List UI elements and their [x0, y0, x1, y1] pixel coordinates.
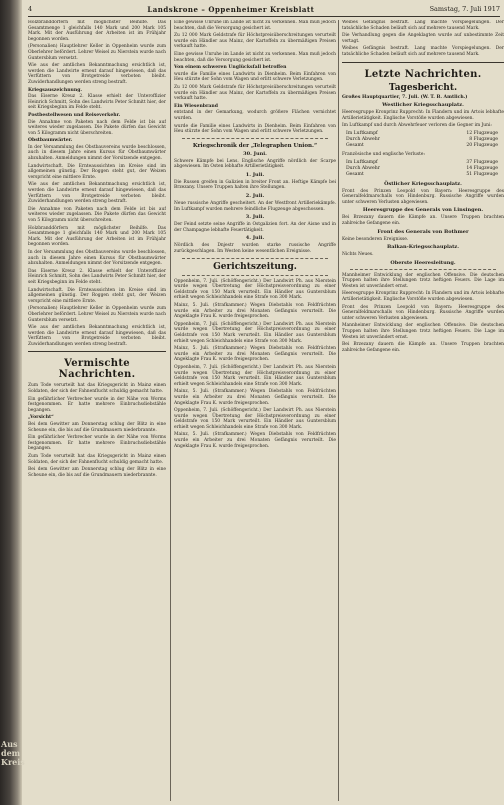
- article-text: Mainz, 5. Juli. (Strafkammer.) Wegen Diebstahls von Feldfrüchten wurde ein Arbeiter zu drei Monaten Gefängnis verurteilt. Die Angeklagte Frau K. wurde freigesprochen.: [174, 389, 336, 406]
- binding-label: Aus dem Kreis: [1, 739, 25, 767]
- loss-table-a: [346, 131, 504, 149]
- table-row: Gesamt 20 Flugzeuge: [346, 142, 498, 148]
- article-text: Oppenheim, 7. Juli. (Schöffengericht.) Der Landwirt Ph. aus Nierstein wurde wegen Übertretung der Höchstpreisverordnung zu einer Geldstrafe von 150 Mark verurteilt. Ein Händler aus Guntersblum erhielt wegen Schleichhandels eine Strafe von 300 Mark.: [174, 408, 336, 430]
- article-text: Eine gewisse Unruhe im Lande ist nicht zu verkennen. Man muß jedoch beachten, daß die Versorgung gesichert ist.: [174, 20, 336, 31]
- divider: [182, 275, 328, 276]
- table-row: Durch Abwehr 8 Flugzeuge: [346, 136, 498, 142]
- article-text: Heeresgruppe Kronprinz Rupprecht: In Flandern und im Artois lebhafte Artillerietätigkeit. Englische Vorstöße wurden abgewiesen.: [342, 291, 504, 303]
- article-text: Das Eiserne Kreuz 2. Klasse erhielt der Unteroffizier Heinrich Schmitt, Sohn des Landwirts Peter Schmitt hier, der seit Kriegsbeginn im Felde steht.: [28, 268, 166, 285]
- article-text: wurde die Familie eines Landwirts in Dienheim. Beim Einfahren von Heu stürzte der Sohn vom Wagen und erlitt schwere Verletzungen.: [174, 123, 336, 135]
- column-1: [28, 20, 166, 801]
- article-text: Nichts Neues.: [342, 252, 374, 258]
- article-text: Nördlich des Dnjestr wurden starke russische Angriffe zurückgeschlagen. Im Westen keine wesentlichen Ereignisse.: [174, 243, 336, 255]
- article-subheading: Kriegsauszeichnung.: [28, 87, 83, 93]
- article-text: Holzbranddörfern mit möglichster Beihilfe. Das Gesamtmenge 1 gleichfalls 140 Mark und 200 Mark 105 Mark. Mit der Ausführung der Arbeiten ist im Frühjahr begonnen worden.: [28, 20, 166, 42]
- signature: Oberste Heeresleitung.: [390, 259, 456, 266]
- article-text: Neue russische Angriffe gescheitert. An der Westfront Artilleriekämpfe. Im Luftkampf wurden mehrere feindliche Flugzeuge abgeschossen.: [174, 201, 336, 212]
- theater-heading: Westlicher Kriegsschauplatz.: [382, 102, 464, 109]
- article-text: Bei Brzezany dauern die Kämpfe an. Unsere Truppen brachten zahlreiche Gefangene ein.: [342, 215, 504, 226]
- article-text: (Personalien) Hauptlehrer Keller in Oppenheim wurde zum Oberlehrer befördert. Lehrer Weisel zu Nierstein wurde nach Guntersblum versetzt.: [28, 306, 166, 323]
- section-heading-kriegschronik: Kriegschronik der „Telegraphen Union.“: [192, 142, 318, 149]
- article-text: Mannheimer Entwicklung der englischen Offensive. Die deutschen Truppen halten ihre Stellungen trotz heftigen Feuers. Die Lage im Westen ist unverändert ernst.: [342, 272, 504, 289]
- article-text: Weibes Gefängnis bestraft. Lang machte Vorspiegelungen. Der tatsächliche Schaden beläuft sich auf mehrere tausend Mark.: [342, 20, 504, 31]
- article-text: Wie aus der amtlichen Bekanntmachung ersichtlich ist, werden die Landwirte erneut darauf hingewiesen, daß das Verfüttern von Brotgetreide verboten bleibt. Zuwiderhandlungen werden streng bestraft.: [28, 325, 166, 347]
- article-text: entstand in der Gemarkung, wodurch größere Flächen vernichtet wurden.: [174, 110, 336, 121]
- article-text: Mainz, 5. Juli. (Strafkammer.) Wegen Diebstahls von Feldfrüchten wurde ein Arbeiter zu drei Monaten Gefängnis verurteilt. Die Angeklagte Frau K. wurde freigesprochen.: [174, 432, 336, 449]
- divider: [182, 138, 328, 139]
- article-subheading: Obstbaumwärter.: [28, 138, 73, 144]
- article-text: Keine besonderen Ereignisse.: [342, 236, 409, 242]
- book-binding: [0, 0, 25, 805]
- article-text: Die Russen greifen in Galizien in breiter Front an. Heftige Kämpfe bei Brzezany. Unsere Truppen halten ihre Stellungen.: [174, 179, 336, 191]
- article-text: Landwirtschaft. Die Ernteaussichten im Kreise sind im allgemeinen günstig. Der Roggen steht gut, der Weizen verspricht eine mittlere Ernte.: [28, 163, 166, 180]
- article-text: Zu 12 000 Mark Geldstrafe für Höchstpreisüberschreitungen verurteilt wurde ein Händler aus Mainz, der Kartoffeln zu übermäßigen Preisen verkauft hatte.: [174, 84, 336, 102]
- section-divider: [342, 62, 504, 63]
- article-text: Ein gefährlicher Verbrecher wurde in der Nähe von Worms festgenommen. Er hatte mehrere Einbruchsdiebstähle begangen.: [28, 396, 166, 413]
- article-text: Schwere Kämpfe bei Lens. Englische Angriffe nördlich der Scarpe abgewiesen. Im Osten lebhafte Artillerietätigkeit.: [174, 158, 336, 170]
- article-subheading: Ein Wiesenbrand: [174, 103, 218, 109]
- article-text: Heeresgruppe Kronprinz Rupprecht: In Flandern und im Artois lebhafte Artillerietätigkeit. Englische Vorstöße wurden abgewiesen.: [342, 110, 504, 121]
- article-text: Holzbranddörfern mit möglichster Beihilfe. Das Gesamtmenge 1 gleichfalls 140 Mark und 200 Mark 105 Mark. Mit der Ausführung der Arbeiten ist im Frühjahr begonnen worden.: [28, 225, 166, 248]
- article-text: Im Luftkampf und durch Abwehrfeuer verloren die Gegner im Juni:: [342, 123, 492, 129]
- article-text: Oppenheim, 7. Juli. (Schöffengericht.) Der Landwirt Ph. aus Nierstein wurde wegen Übertretung der Höchstpreisverordnung zu einer Geldstrafe von 150 Mark verurteilt. Ein Händler aus Guntersblum erhielt wegen Schleichhandels eine Strafe von 300 Mark.: [174, 321, 336, 344]
- newspaper-title: Landskrone – Oppenheimer Kreisblatt: [147, 4, 315, 14]
- page-number: 4: [28, 5, 33, 13]
- article-text: Bei dem Gewitter am Donnerstag schlug der Blitz in eine Scheune ein, die bis auf die Grundmauern niederbrannte.: [28, 422, 166, 433]
- date-line: 4. Juli.: [245, 235, 265, 242]
- article-text: Bei Brzezany dauern die Kämpfe an. Unsere Truppen brachten zahlreiche Gefangene ein.: [342, 342, 504, 353]
- date-line: 1. Juli.: [245, 171, 265, 178]
- divider: [350, 269, 496, 270]
- article-text: Weibes Gefängnis bestraft. Lang machte Vorspiegelungen. Der tatsächliche Schaden beläuft sich auf mehrere tausend Mark.: [342, 46, 504, 57]
- issue-date: Samstag, 7. Juli 1917: [429, 5, 500, 13]
- article-text: Die Annahme von Paketen nach dem Felde ist bis auf weiteres wieder zugelassen. Die Pakete dürfen das Gewicht von 5 Kilogramm nicht überschreiten.: [28, 119, 166, 136]
- article-text: Mainz, 5. Juli. (Strafkammer.) Wegen Diebstahls von Feldfrüchten wurde ein Arbeiter zu drei Monaten Gefängnis verurteilt. Die Angeklagte Frau K. wurde freigesprochen.: [174, 346, 336, 363]
- article-text: Bei dem Gewitter am Donnerstag schlug der Blitz in eine Scheune ein, die bis auf die Grundmauern niederbrannte.: [28, 467, 166, 478]
- article-text: Das Eiserne Kreuz 2. Klasse erhielt der Unteroffizier Heinrich Schmitt, Sohn des Landwirts Peter Schmitt hier, der seit Kriegsbeginn im Felde steht.: [28, 94, 166, 111]
- article-text: In der Versammlung des Obstbauvereins wurde beschlossen, auch in diesem Jahre einen Kursus für Obstbaumwärter abzuhalten. Anmeldungen nimmt der Vorsitzende entgegen.: [28, 144, 166, 162]
- table-row: Durch Abwehr 14 Flugzeuge: [346, 165, 498, 171]
- date-line: 3. Juli.: [245, 214, 265, 221]
- article-subheading: „Vorsicht“: [28, 415, 54, 421]
- table-row: Im Luftkampf 37 Flugzeuge: [346, 159, 498, 165]
- article-text: wurde die Familie eines Landwirts in Dienheim. Beim Einfahren von Heu stürzte der Sohn vom Wagen und erlitt schwere Verletzungen.: [174, 71, 336, 83]
- article-text: Ein gefährlicher Verbrecher wurde in der Nähe von Worms festgenommen. Er hatte mehrere Einbruchsdiebstähle begangen.: [28, 435, 166, 452]
- article-text: Oppenheim, 7. Juli. (Schöffengericht.) Der Landwirt Ph. aus Nierstein wurde wegen Übertretung der Höchstpreisverordnung zu einer Geldstrafe von 150 Mark verurteilt. Ein Händler aus Guntersblum erhielt wegen Schleichhandels eine Strafe von 300 Mark.: [174, 364, 336, 387]
- theater-heading: Balkan-Kriegsschauplatz.: [386, 244, 460, 251]
- article-text: Zum Tode verurteilt hat das Kriegsgericht in Mainz einen Soldaten, der sich der Fahnenflucht schuldig gemacht hatte.: [28, 454, 166, 465]
- article-text: Landwirtschaft. Die Ernteaussichten im Kreise sind im allgemeinen günstig. Der Roggen steht gut, der Weizen verspricht eine mittlere Ernte.: [28, 287, 166, 304]
- table-row: Gesamt 51 Flugzeuge: [346, 171, 498, 177]
- article-text: Front des Prinzen Leopold von Bayern: Heeresgruppe des Generalfeldmarschalls von Hindenburg. Russische Angriffe wurden unter schweren Verlusten abgewiesen.: [342, 304, 504, 321]
- theater-heading: Front des Generals von Bothmer: [377, 228, 469, 235]
- article-subheading: Postbestellwesen und Reiseverkehr.: [28, 112, 121, 118]
- divider: [182, 258, 328, 259]
- article-text: Französische und englische Verluste:: [342, 151, 425, 157]
- article-text: Die Verhandlung gegen die Angeklagten wurde auf unbestimmte Zeit vertagt.: [342, 33, 504, 44]
- article-text: Eine gewisse Unruhe im Lande ist nicht zu verkennen. Man muß jedoch beachten, daß die Versorgung gesichert ist.: [174, 51, 336, 63]
- article-text: Mainz, 5. Juli. (Strafkammer.) Wegen Diebstahls von Feldfrüchten wurde ein Arbeiter zu drei Monaten Gefängnis verurteilt. Die Angeklagte Frau K. wurde freigesprochen.: [174, 303, 336, 320]
- article-subheading: Von einem schweren Unglücksfall betroffen: [174, 65, 287, 71]
- article-text: Wie aus der amtlichen Bekanntmachung ersichtlich ist, werden die Landwirte erneut darauf hingewiesen, daß das Verfüttern von Brotgetreide verboten bleibt. Zuwiderhandlungen werden streng bestraft.: [28, 182, 166, 205]
- article-text: Mannheimer Entwicklung der englischen Offensive. Die deutschen Truppen halten ihre Stellungen trotz heftigen Feuers. Die Lage im Westen ist unverändert ernst.: [342, 323, 504, 340]
- table-row: Im Luftkampf 12 Flugzeuge: [346, 130, 498, 136]
- article-text: Der Feind setzte seine Angriffe in Ostgalizien fort. An der Aisne und in der Champagne lebhafte Feuertätigkeit.: [174, 222, 336, 233]
- section-heading-gerichtszeitung: Gerichtszeitung.: [213, 261, 297, 272]
- hq-dateline: Großes Hauptquartier, 7. Juli. (W. T. B. Amtlich.): [342, 94, 468, 100]
- section-divider: [28, 351, 166, 352]
- article-text: Zum Tode verurteilt hat das Kriegsgericht in Mainz einen Soldaten, der sich der Fahnenflucht schuldig gemacht hatte.: [28, 383, 166, 395]
- article-text: Zu 12 000 Mark Geldstrafe für Höchstpreisüberschreitungen verurteilt wurde ein Händler aus Mainz, der Kartoffeln zu übermäßigen Preisen verkauft hatte.: [174, 33, 336, 50]
- section-heading-letzte: Letzte Nachrichten.: [364, 68, 482, 80]
- page-header: [28, 2, 500, 17]
- column-3: [338, 20, 504, 801]
- column-2: [170, 20, 336, 801]
- article-text: (Personalien) Hauptlehrer Keller in Oppenheim wurde zum Oberlehrer befördert. Lehrer Weisel zu Nierstein wurde nach Guntersblum versetzt.: [28, 44, 166, 61]
- loss-table-b: [346, 160, 504, 178]
- article-text: Die Annahme von Paketen nach dem Felde ist bis auf weiteres wieder zugelassen. Die Pakete dürfen das Gewicht von 5 Kilogramm nicht überschreiten.: [28, 206, 166, 223]
- article-text: Front des Prinzen Leopold von Bayern: Heeresgruppe des Generalfeldmarschalls von Hindenburg. Russische Angriffe wurden unter schweren Verlusten abgewiesen.: [342, 188, 504, 205]
- article-text: Oppenheim, 7. Juli. (Schöffengericht.) Der Landwirt Ph. aus Nierstein wurde wegen Übertretung der Höchstpreisverordnung zu einer Geldstrafe von 150 Mark verurteilt. Ein Händler aus Guntersblum erhielt wegen Schleichhandels eine Strafe von 300 Mark.: [174, 278, 336, 301]
- theater-heading: Östlicher Kriegsschauplatz.: [384, 180, 462, 187]
- date-line: 2. Juli.: [245, 193, 265, 200]
- section-heading-vermischte: Vermischte Nachrichten.: [58, 358, 136, 381]
- article-text: In der Versammlung des Obstbauvereins wurde beschlossen, auch in diesem Jahre einen Kursus für Obstbaumwärter abzuhalten. Anmeldungen nimmt der Vorsitzende entgegen.: [28, 249, 166, 267]
- theater-heading: Heeresgruppe des Generals von Linsingen.: [362, 207, 484, 214]
- article-text: Wie aus der amtlichen Bekanntmachung ersichtlich ist, werden die Landwirte erneut darauf hingewiesen, daß das Verfüttern von Brotgetreide verboten bleibt. Zuwiderhandlungen werden streng bestraft.: [28, 63, 166, 85]
- section-heading-tagesbericht: Tagesbericht.: [388, 82, 458, 93]
- date-line: 30. Juni.: [243, 150, 267, 157]
